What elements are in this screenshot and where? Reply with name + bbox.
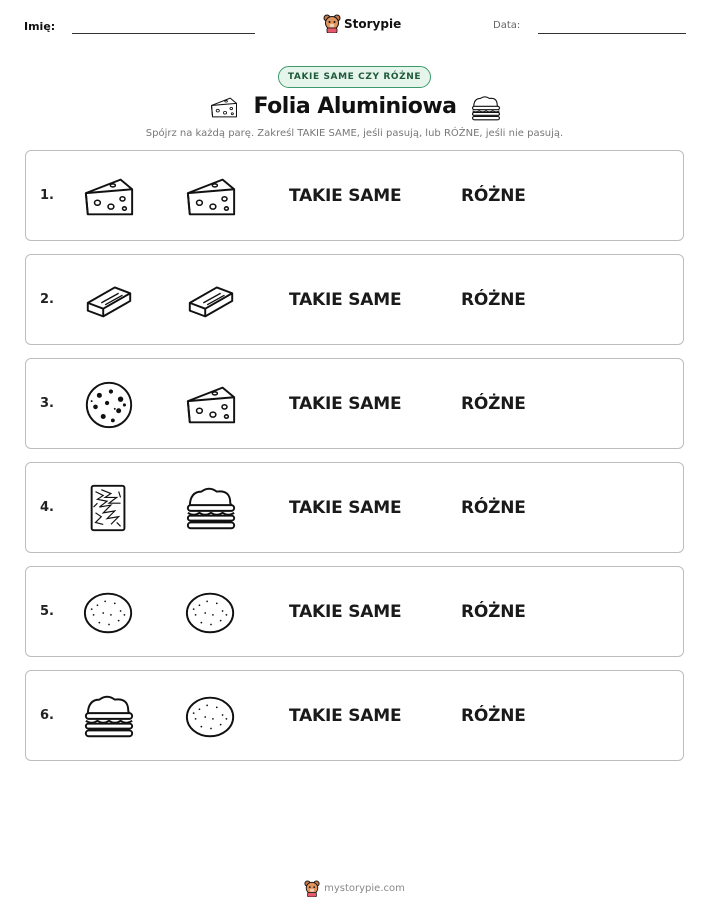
name-field-line[interactable] xyxy=(72,33,255,34)
option-different[interactable]: RÓŻNE xyxy=(461,706,526,726)
footer-url: mystorypie.com xyxy=(324,883,405,894)
butter-icon xyxy=(184,275,238,325)
question-number: 1. xyxy=(40,188,54,203)
option-same[interactable]: TAKIE SAME xyxy=(289,290,402,310)
option-same[interactable]: TAKIE SAME xyxy=(289,602,402,622)
cookie-icon xyxy=(82,379,136,429)
sandwich-icon xyxy=(469,94,503,122)
question-row xyxy=(25,358,684,449)
option-same[interactable]: TAKIE SAME xyxy=(289,498,402,518)
option-different[interactable]: RÓŻNE xyxy=(461,186,526,206)
instructions: Spójrz na każdą parę. Zakreśl TAKIE SAME, jeśli pasują, lub RÓŻNE, jeśli nie pasują. xyxy=(145,128,564,139)
bear-mascot-icon xyxy=(304,880,320,897)
bear-mascot-icon xyxy=(323,14,341,33)
tortilla-icon xyxy=(184,587,238,637)
sandwich-icon xyxy=(184,483,238,533)
option-different[interactable]: RÓŻNE xyxy=(461,498,526,518)
question-number: 2. xyxy=(40,292,54,307)
question-number: 6. xyxy=(40,708,54,723)
name-label: Imię: xyxy=(24,20,56,33)
date-field-line[interactable] xyxy=(538,33,686,34)
question-row xyxy=(25,254,684,345)
cheese-icon xyxy=(82,171,136,221)
footer xyxy=(0,880,709,897)
question-number: 5. xyxy=(40,604,54,619)
option-different[interactable]: RÓŻNE xyxy=(461,602,526,622)
brand-name: Storypie xyxy=(344,16,402,31)
cheese-icon xyxy=(208,94,240,120)
activity-badge: TAKIE SAME CZY RÓŻNE xyxy=(278,66,431,88)
option-different[interactable]: RÓŻNE xyxy=(461,290,526,310)
worksheet-header xyxy=(0,14,709,40)
tortilla-icon xyxy=(184,691,238,741)
foil-icon xyxy=(82,483,136,533)
option-same[interactable]: TAKIE SAME xyxy=(289,186,402,206)
tortilla-icon xyxy=(82,587,136,637)
butter-icon xyxy=(82,275,136,325)
title-row xyxy=(0,92,709,124)
question-number: 4. xyxy=(40,500,54,515)
question-row xyxy=(25,462,684,553)
cheese-icon xyxy=(184,171,238,221)
question-row xyxy=(25,150,684,241)
option-same[interactable]: TAKIE SAME xyxy=(289,706,402,726)
question-number: 3. xyxy=(40,396,54,411)
option-same[interactable]: TAKIE SAME xyxy=(289,394,402,414)
question-row xyxy=(25,670,684,761)
date-label: Data: xyxy=(493,20,521,31)
question-row xyxy=(25,566,684,657)
sandwich-icon xyxy=(82,691,136,741)
brand-logo xyxy=(323,14,401,33)
option-different[interactable]: RÓŻNE xyxy=(461,394,526,414)
cheese-icon xyxy=(184,379,238,429)
page-title: Folia Aluminiowa xyxy=(253,94,457,119)
